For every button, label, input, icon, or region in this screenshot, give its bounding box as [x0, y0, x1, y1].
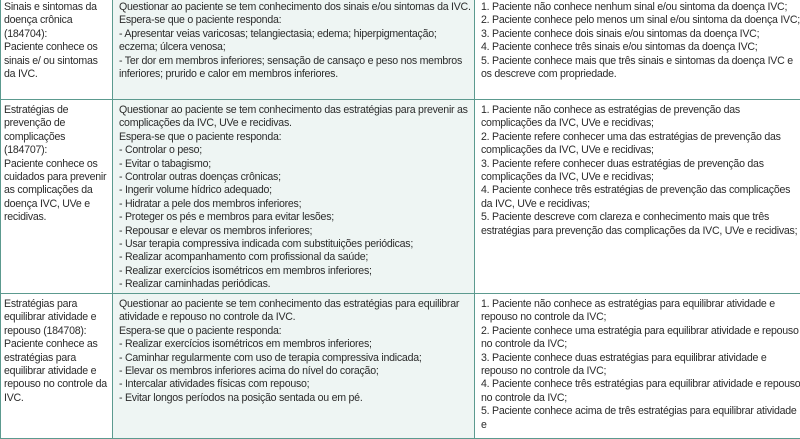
- scale-item: 1. Paciente não conhece nenhum sinal e/ou sintoma da doença IVC;: [481, 1, 800, 14]
- table-row: [1, 100, 800, 294]
- scale-cell: [475, 294, 800, 439]
- question-expect: Espera-se que o paciente responda:: [119, 325, 471, 338]
- question-item: - Realizar acompanhamento com profissional da saúde;: [119, 251, 471, 264]
- question-item: - Evitar longos períodos na posição sentada ou em pé.: [119, 392, 471, 405]
- question-intro: Questionar ao paciente se tem conhecimento das estratégias para equilibrar atividade e repouso no controle da IVC.: [119, 298, 471, 325]
- question-intro: Questionar ao paciente se tem conhecimento das estratégias para prevenir as complicações da IVC, UVe e recidivas.: [119, 104, 471, 131]
- indicator-title: Estratégias para equilibrar atividade e repouso (184708):: [4, 298, 109, 338]
- indicator-cell: [1, 100, 113, 294]
- question-item: - Realizar exercícios isométricos em membros inferiores;: [119, 338, 471, 351]
- scale-item: 5. Paciente conhece mais que três sinais e sintomas da doença IVC e os descreve com propriedade.: [481, 55, 800, 82]
- indicator-cell: [1, 294, 113, 439]
- question-item: - Elevar os membros inferiores acima do nível do coração;: [119, 365, 471, 378]
- indicator-description: Paciente conhece os sinais e/ ou sintomas da IVC.: [4, 41, 109, 81]
- question-item: - Usar terapia compressiva indicada com substituições periódicas;: [119, 238, 471, 251]
- scale-item: 3. Paciente conhece duas estratégias para equilibrar atividade e repouso no controle da IVC;: [481, 352, 800, 379]
- indicator-description: Paciente conhece as estratégias para equilibrar atividade e repouso no controle da IVC.: [4, 338, 109, 405]
- question-item: - Controlar outras doenças crônicas;: [119, 171, 471, 184]
- scale-item: 2. Paciente conhece pelo menos um sinal e/ou sintoma da doença IVC;: [481, 14, 800, 27]
- question-item: - Caminhar regularmente com uso de terapia compressiva indicada;: [119, 352, 471, 365]
- indicator-description: Paciente conhece os cuidados para prevenir as complicações da doença IVC, UVe e recidivas.: [4, 158, 109, 225]
- question-item: - Ter dor em membros inferiores; sensação de cansaço e peso nos membros inferiores; prurido e calor em membros inferiores.: [119, 55, 471, 82]
- question-cell: [113, 0, 475, 100]
- question-item: - Repousar e elevar os membros inferiores;: [119, 225, 471, 238]
- table-row: [1, 294, 800, 439]
- scale-cell: [475, 100, 800, 294]
- scale-item: 5. Paciente conhece acima de três estratégias para equilibrar atividade e: [481, 405, 800, 432]
- scale-item: 3. Paciente refere conhecer duas estratégias de prevenção das complicações da IVC, UVe e recidivas;: [481, 158, 800, 185]
- question-item: - Ingerir volume hídrico adequado;: [119, 184, 471, 197]
- question-item: - Intercalar atividades físicas com repouso;: [119, 378, 471, 391]
- question-item: - Controlar o peso;: [119, 144, 471, 157]
- table-row: [1, 0, 800, 100]
- scale-item: 4. Paciente conhece três sinais e/ou sintomas da doença IVC;: [481, 41, 800, 54]
- scale-item: 2. Paciente conhece uma estratégia para equilibrar atividade e repouso no controle da IVC;: [481, 325, 800, 352]
- scale-item: 3. Paciente conhece dois sinais e/ou sintomas da doença IVC;: [481, 28, 800, 41]
- scale-item: 5. Paciente descreve com clareza e conhecimento mais que três estratégias para prevenção das complicações da IVC, UVe e recidivas;: [481, 211, 800, 238]
- question-item: - Proteger os pés e membros para evitar lesões;: [119, 211, 471, 224]
- indicator-cell: [1, 0, 113, 100]
- question-item: - Hidratar a pele dos membros inferiores;: [119, 198, 471, 211]
- question-cell: [113, 294, 475, 439]
- scale-item: 4. Paciente conhece três estratégias de prevenção das complicações da IVC, UVe e recidivas;: [481, 184, 800, 211]
- question-item: - Apresentar veias varicosas; telangiectasia; edema; hiperpigmentação; eczema; úlcera venosa;: [119, 28, 471, 55]
- question-cell: [113, 100, 475, 294]
- scale-item: 4. Paciente conhece três estratégias para equilibrar atividade e repouso no controle da IVC;: [481, 378, 800, 405]
- question-expect: Espera-se que o paciente responda:: [119, 131, 471, 144]
- indicator-title: Sinais e sintomas da doença crônica (184704):: [4, 1, 109, 41]
- question-item: - Evitar o tabagismo;: [119, 158, 471, 171]
- scale-item: 1. Paciente não conhece as estratégias de prevenção das complicações da IVC, UVe e recidivas;: [481, 104, 800, 131]
- indicator-title: Estratégias de prevenção de complicações (184707):: [4, 104, 109, 158]
- question-item: - Realizar exercícios isométricos em membros inferiores;: [119, 265, 471, 278]
- scale-cell: [475, 0, 800, 100]
- question-intro: Questionar ao paciente se tem conhecimento dos sinais e/ou sintomas da IVC.: [119, 1, 471, 14]
- scale-item: 2. Paciente refere conhecer uma das estratégias de prevenção das complicações da IVC, UVe e recidivas;: [481, 131, 800, 158]
- question-expect: Espera-se que o paciente responda:: [119, 14, 471, 27]
- question-item: - Realizar caminhadas periódicas.: [119, 278, 471, 291]
- scale-item: 1. Paciente não conhece as estratégias para equilibrar atividade e repouso no controle da IVC;: [481, 298, 800, 325]
